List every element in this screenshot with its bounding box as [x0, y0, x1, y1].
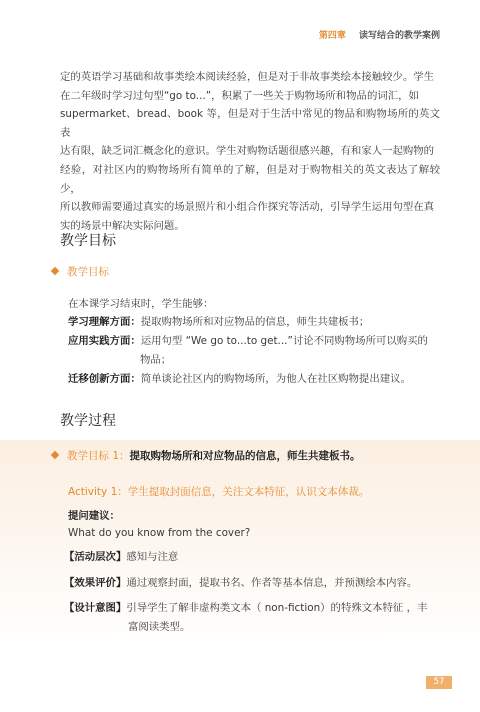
- goal-transfer: [68, 371, 411, 388]
- goal-text: 运用句型 “We go to...to get...”讨论不同购物场所可以购买的: [140, 335, 428, 347]
- section-heading-objectives: 教学目标: [60, 233, 116, 249]
- goal-application-cont: 物品；: [140, 354, 172, 366]
- intro-paragraph: [60, 68, 440, 235]
- note-label: 【活动层次】: [64, 551, 127, 563]
- process-goal: [52, 448, 361, 463]
- intro-line: supermarket、bread、book 等，但是对于生活中常见的物品和购物场所的英文表: [60, 108, 440, 139]
- note-evaluation: [64, 575, 417, 592]
- note-text: 感知与注意: [126, 551, 179, 563]
- intro-line: 实的场景中解决实际问题。: [60, 219, 185, 232]
- goal-label: 迁移创新方面：: [68, 373, 141, 385]
- note-design-intent: [64, 600, 427, 617]
- objectives-subheading-text: 教学目标: [67, 266, 109, 278]
- activity-1: Activity 1：学生提取封面信息，关注文本特征，认识文本体裁。: [68, 486, 370, 498]
- note-label: 【设计意图】: [64, 602, 127, 614]
- question-text: What do you know from the cover?: [68, 527, 251, 539]
- process-goal-label: 教学目标 1：: [67, 450, 130, 462]
- note-label: 【效果评价】: [64, 577, 127, 589]
- diamond-bullet-icon: [51, 451, 59, 459]
- running-header: [319, 28, 440, 41]
- question-label: 提问建议：: [68, 510, 120, 522]
- goal-text: 简单谈论社区内的购物场所，为他人在社区购物提出建议。: [140, 373, 411, 385]
- intro-line: 在二年级时学习过句型“go to...”，积累了一些关于购物场所和物品的词汇，如: [60, 89, 419, 102]
- intro-line: 经验，对社区内的购物场所有简单的了解，但是对于购物相关的英文表达了解较少，: [60, 163, 440, 195]
- note-text: 通过观察封面，提取书名、作者等基本信息，并预测绘本内容。: [126, 577, 418, 589]
- process-goal-text: 提取购物场所和对应物品的信息，师生共建板书。: [129, 450, 361, 462]
- intro-line: 达有限，缺乏词汇概念化的意识。学生对购物话题很感兴趣，有和家人一起购物的: [60, 145, 435, 158]
- note-activity-level: [64, 549, 178, 566]
- section-heading-process: 教学过程: [60, 413, 116, 429]
- diamond-bullet-icon: [51, 267, 59, 275]
- goal-label: 应用实践方面：: [68, 335, 141, 347]
- intro-line: 定的英语学习基础和故事类绘本阅读经验，但是对于非故事类绘本接触较少。学生: [60, 71, 435, 83]
- objectives-subheading: [52, 264, 109, 279]
- intro-line: 所以教师需要通过真实的场景照片和小组合作探究等活动，引导学生运用句型在真: [60, 201, 435, 214]
- note-design-intent-cont: 富阅读类型。: [128, 621, 191, 633]
- note-text: 引导学生了解非虚构类文本（ non-fiction）的特殊文本特征 ，丰: [126, 602, 428, 614]
- goal-learning: [68, 314, 369, 331]
- objectives-lead: 在本课学习结束时，学生能够：: [68, 298, 214, 310]
- goal-label: 学习理解方面：: [68, 316, 141, 328]
- page-number: 57: [426, 676, 452, 689]
- highlight-band: [0, 440, 480, 650]
- goal-text: 提取购物场所和对应物品的信息，师生共建板书；: [140, 316, 370, 328]
- header-title: 读写结合的教学案例: [358, 31, 440, 41]
- goal-application: [68, 333, 428, 350]
- header-chapter: 第四章: [318, 31, 346, 41]
